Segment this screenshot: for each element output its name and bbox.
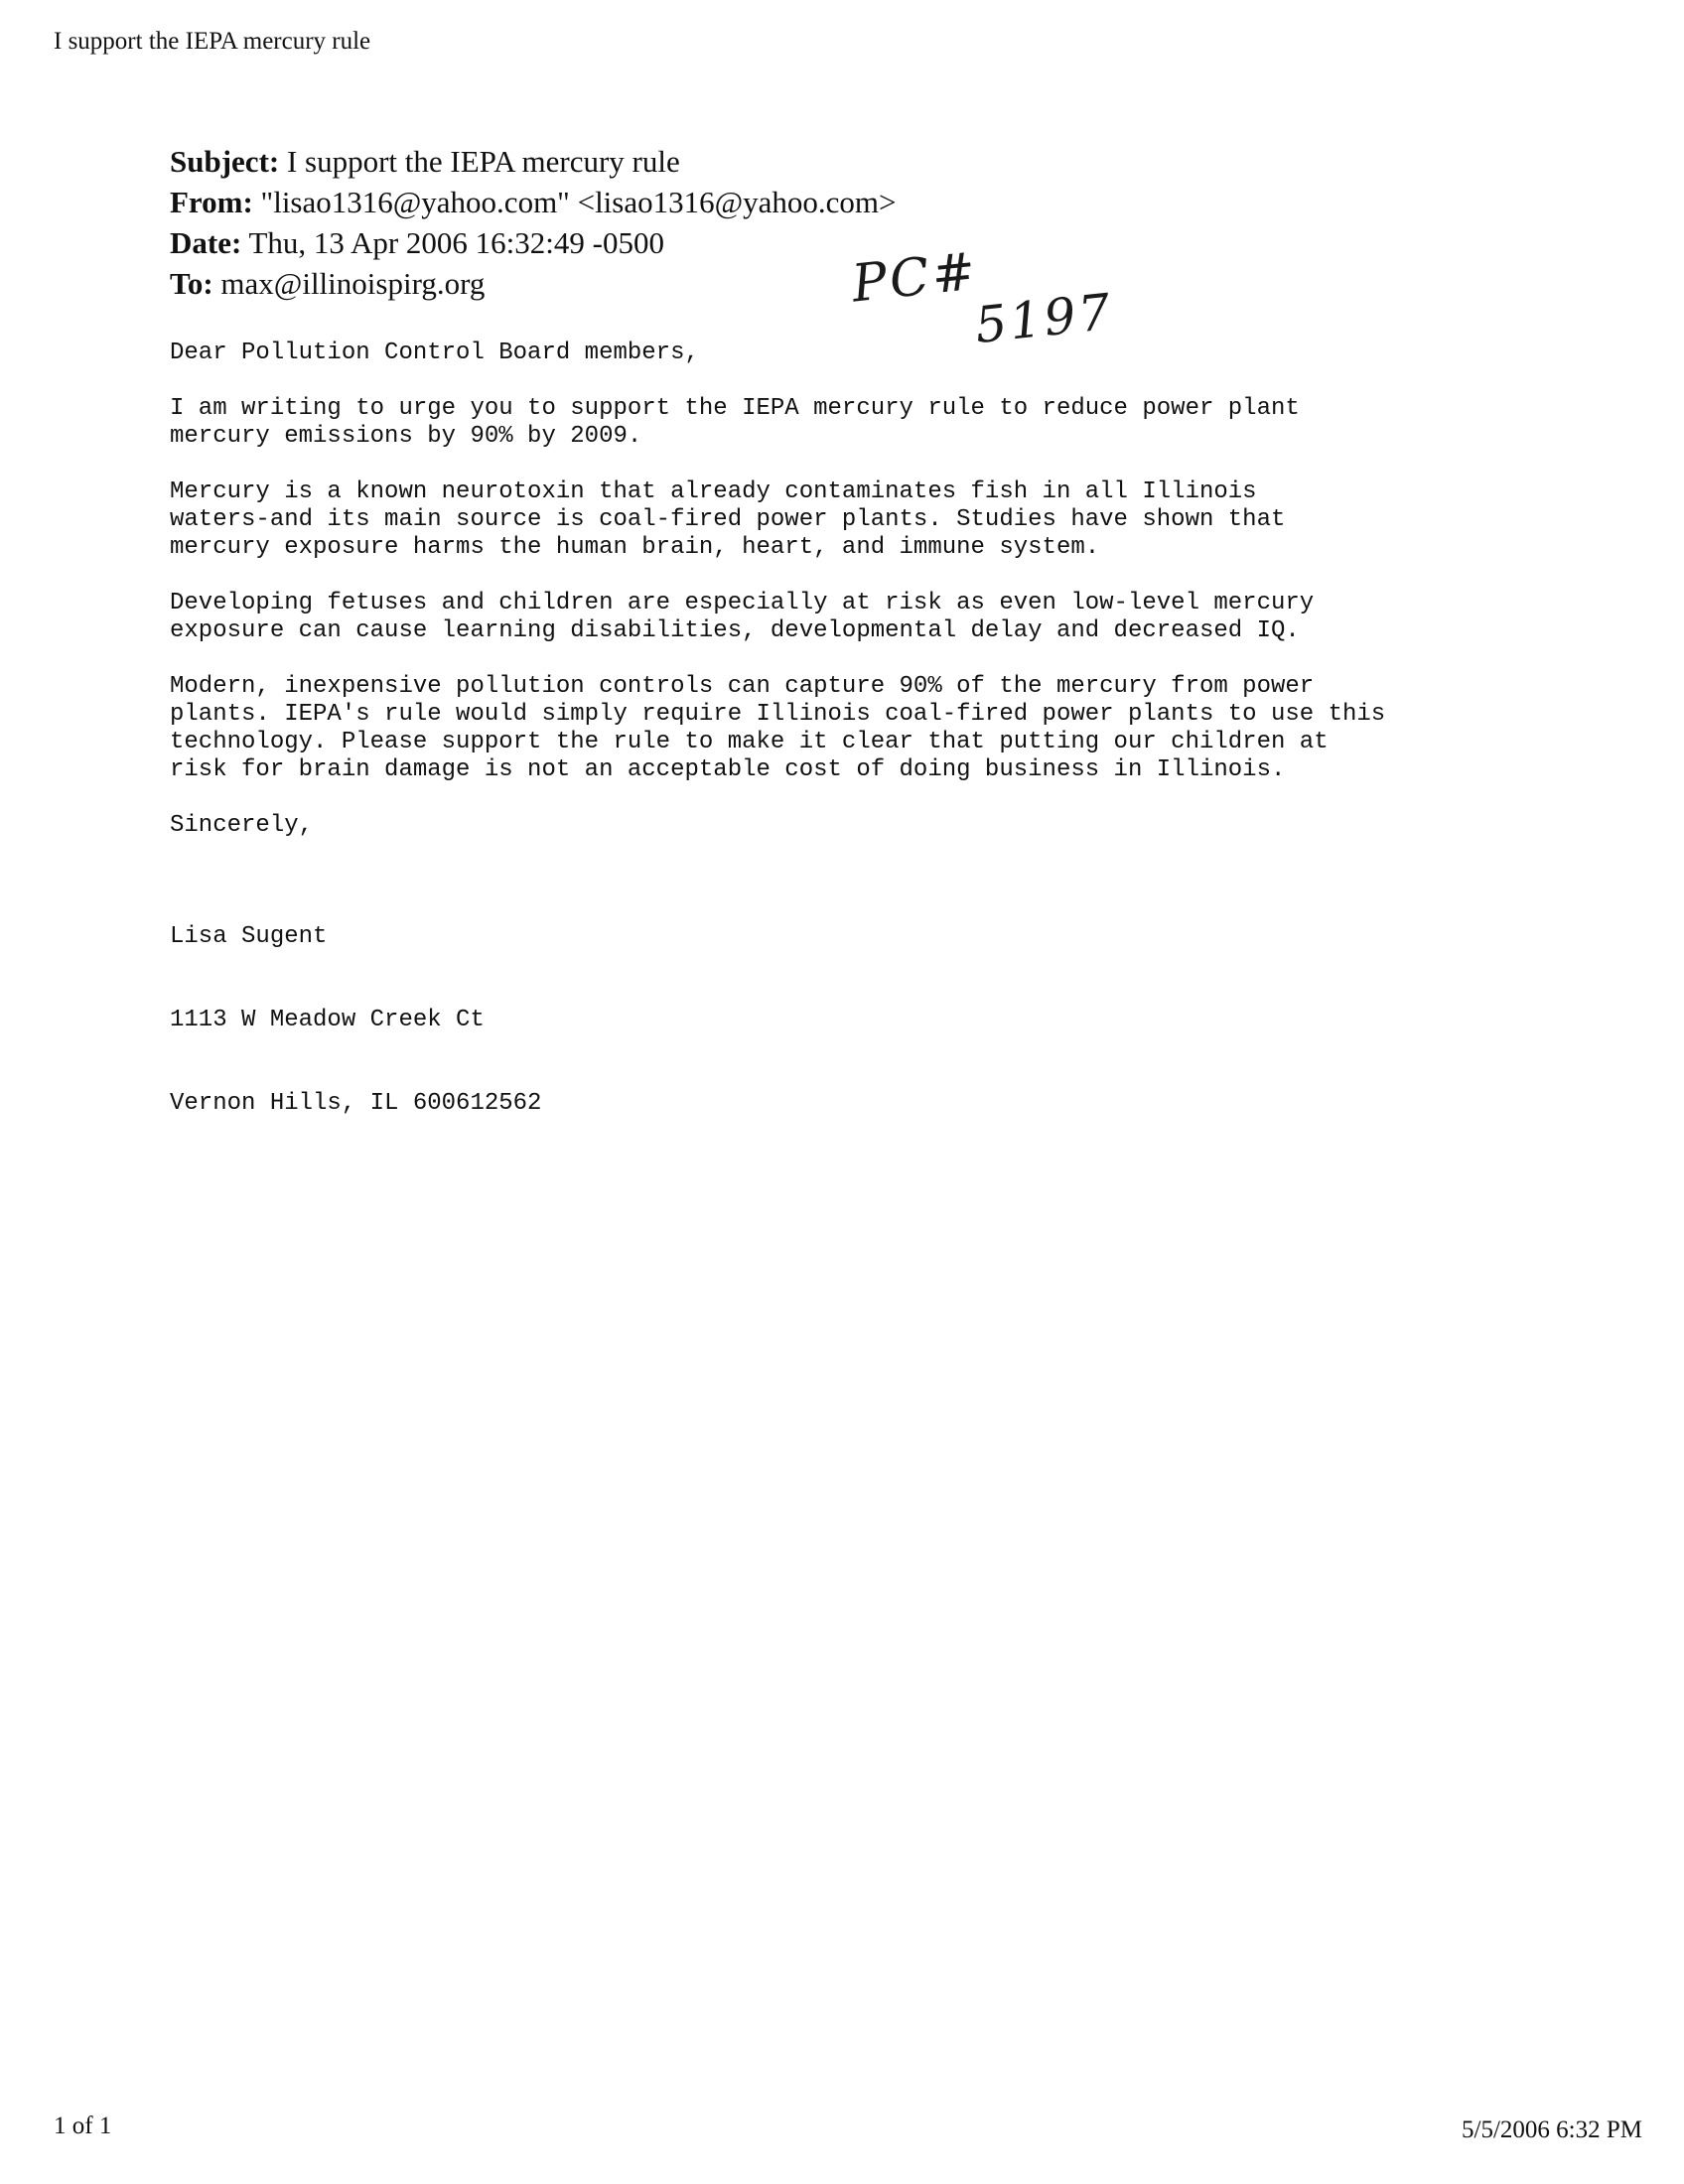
salutation: Dear Pollution Control Board members, (170, 340, 699, 366)
from-label: From: (170, 185, 253, 219)
signature-block (170, 868, 1580, 1173)
to-label: To: (170, 266, 213, 301)
to-row (170, 263, 897, 304)
handwritten-pc-number: 5197 (972, 282, 1116, 355)
page-number: 1 of 1 (54, 2113, 112, 2139)
closing: Sincerely, (170, 812, 314, 839)
handwritten-pc-annotation: PC# (849, 241, 982, 315)
signature-address-line-2: Vernon Hills, IL 600612562 (170, 1090, 542, 1117)
signature-address-line-1: 1113 W Meadow Creek Ct (170, 1007, 485, 1033)
body-paragraph-2: Mercury is a known neurotoxin that already contaminates fish in all Illinois waters-and its main source is coal-fired power plants. Studies have shown that mercury exposure harms the human brain, heart, and immune system. (170, 478, 1286, 561)
subject-row (170, 141, 897, 182)
from-value: "lisao1316@yahoo.com" <lisao1316@yahoo.com> (260, 185, 897, 219)
from-row (170, 182, 897, 222)
body-paragraph-3: Developing fetuses and children are especially at risk as even low-level mercury exposure can cause learning disabilities, developmental delay and decreased IQ. (170, 590, 1315, 644)
date-row (170, 222, 897, 263)
body-paragraph-1: I am writing to urge you to support the IEPA mercury rule to reduce power plant mercury emissions by 90% by 2009. (170, 395, 1300, 450)
date-label: Date: (170, 225, 242, 260)
email-body (170, 340, 1580, 1173)
page-header: I support the IEPA mercury rule (54, 28, 371, 55)
signature-name: Lisa Sugent (170, 923, 328, 950)
body-paragraph-4: Modern, inexpensive pollution controls can capture 90% of the mercury from power plants. IEPA's rule would simply require Illinois coal-fired power plants to use this technology. Please support the rule to make it clear that putting our children at risk for brain damage is not an acceptable cost of doing business in Illinois. (170, 673, 1386, 783)
date-value: Thu, 13 Apr 2006 16:32:49 -0500 (248, 225, 664, 260)
subject-label: Subject: (170, 144, 280, 179)
to-value: max@illinoispirg.org (220, 266, 486, 301)
print-timestamp: 5/5/2006 6:32 PM (1462, 2116, 1642, 2143)
email-headers (170, 141, 897, 304)
subject-value: I support the IEPA mercury rule (286, 144, 680, 179)
